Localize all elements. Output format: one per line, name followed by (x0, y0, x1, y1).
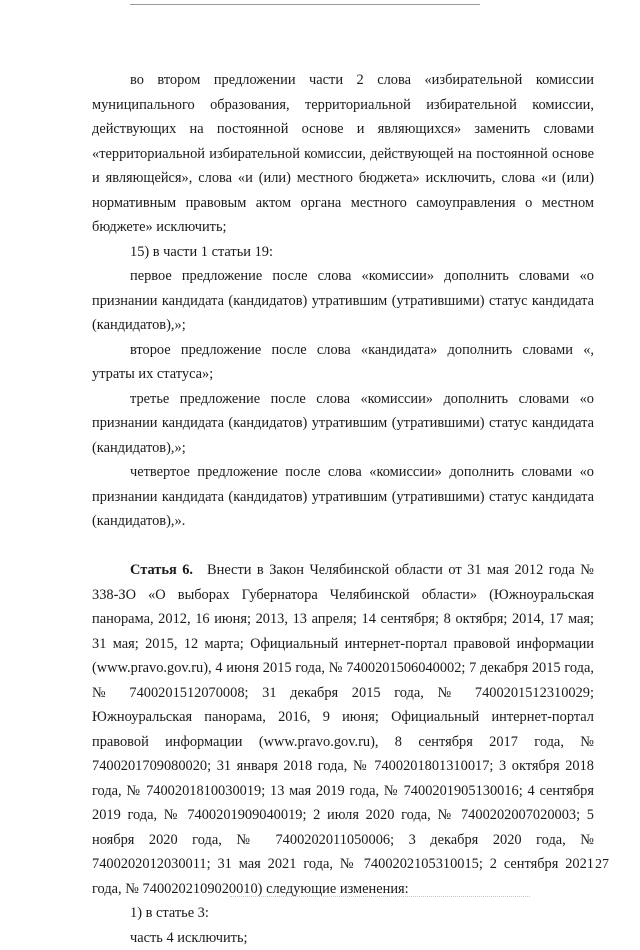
paragraph-third-sentence: третье предложение после слова «комиссии» дополнить словами «о признании кандидата (кандидатов) утратившим (утратившими) статус кандидата (кандидатов),»; (92, 387, 594, 461)
bottom-scan-specks (230, 896, 530, 897)
paragraph-first-sentence: первое предложение после слова «комиссии» дополнить словами «о признании кандидата (кандидатов) утратившим (утратившими) статус кандидата (кандидатов),»; (92, 264, 594, 338)
paragraph-item1: 1) в статье 3: (92, 901, 594, 926)
article-6-paragraph (92, 558, 594, 901)
page-number: 27 (595, 857, 609, 873)
page-body (92, 68, 594, 950)
paragraph-part2-amendment: во втором предложении части 2 слова «избирательной комиссии муниципального образования, территориальной избирательной комиссии, действующих на постоянной основе и являющихся» заменить словами «территориальной избирательной комиссии, действующей на постоянной основе и являющейся», слова «и (или) местного бюджета» исключить, слова «и (или) нормативным правовым актом органа местного самоуправления о местном бюджете» исключить; (92, 68, 594, 240)
paragraph-fourth-sentence: четвертое предложение после слова «комиссии» дополнить словами «о признании кандидата (кандидатов) утратившим (утратившими) статус кандидата (кандидатов),». (92, 460, 594, 534)
article-6-heading: Статья 6. (130, 562, 193, 578)
paragraph-item15: 15) в части 1 статьи 19: (92, 240, 594, 265)
paragraph-second-sentence: второе предложение после слова «кандидата» дополнить словами «, утраты их статуса»; (92, 338, 594, 387)
top-edge-line (130, 4, 480, 5)
article-6-text: Внести в Закон Челябинской области от 31 мая 2012 года № 338-ЗО «О выборах Губернатора Челябинской области» (Южноуральская панорама, 2012, 16 июня; 2013, 13 апреля; 14 сентября; 8 октября; 2014, 17 мая; 31 мая; 2015, 12 марта; Официальный интернет-портал правовой информации (www.pravo.gov.ru), 4 июня 2015 года, № 7400201506040002; 7 декабря 2015 года, № 7400201512070008; 31 декабря 2015 года, № 7400201512310029; Южноуральская панорама, 2016, 9 июня; Официальный интернет-портал правовой информации (www.pravo.gov.ru), 8 сентября 2017 года, № 7400201709080020; 31 января 2018 года, № 7400201801310017; 3 октября 2018 года, № 7400201810030019; 13 мая 2019 года, № 7400201905130016; 4 сентября 2019 года, № 7400201909040019; 2 июля 2020 года, № 7400202007020003; 5 ноября 2020 года, № 7400202011050006; 3 декабря 2020 года, № 7400202012030011; 31 мая 2021 года, № 7400202105310015; 2 сентября 2021 года, № 7400202109020010) следующие изменения: (92, 562, 594, 897)
paragraph-part4-exclude: часть 4 исключить; (92, 926, 594, 950)
